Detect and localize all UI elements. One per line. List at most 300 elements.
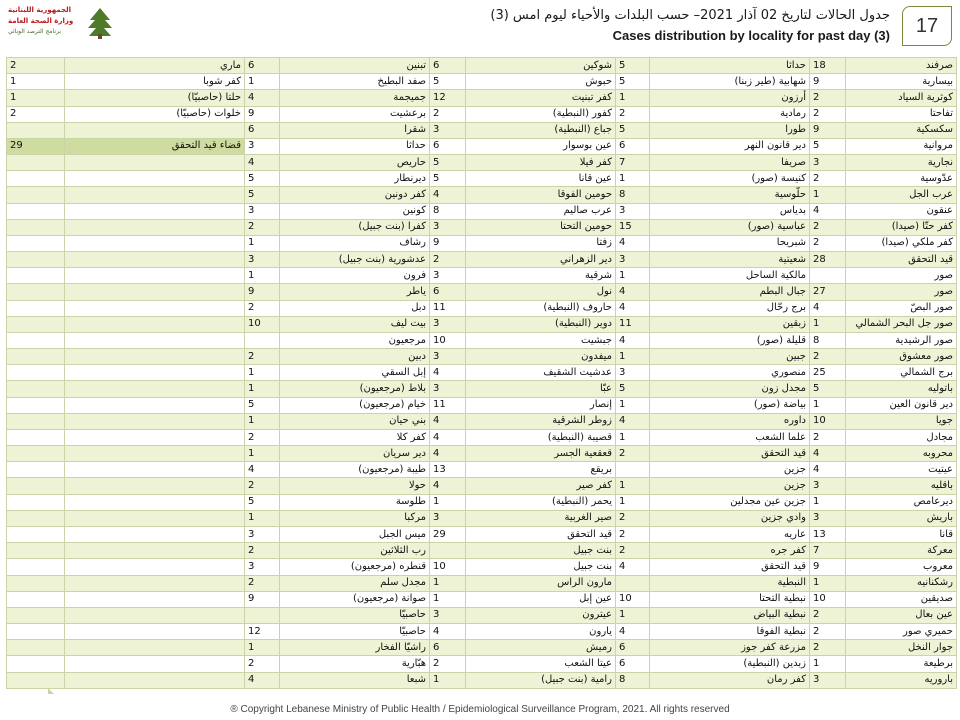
case-count-cell: 1 <box>810 397 846 413</box>
case-count-cell <box>7 155 65 171</box>
table-row <box>7 656 957 672</box>
locality-cell: كفر ملكي (صيدا) <box>846 235 957 251</box>
locality-cell: عباسية (صور) <box>650 219 810 235</box>
locality-cell: رشكنانيه <box>846 575 957 591</box>
locality-cell: نول <box>466 284 616 300</box>
title-english: Cases distribution by locality for past day (3) <box>612 28 890 43</box>
locality-cell: راشيّا الفخار <box>280 640 430 656</box>
table-row <box>7 365 957 381</box>
case-count-cell: 3 <box>430 510 466 526</box>
case-count-cell <box>7 559 65 575</box>
case-count-cell: 5 <box>430 171 466 187</box>
case-count-cell: 2 <box>245 478 280 494</box>
locality-cell: معروب <box>846 559 957 575</box>
locality-cell: دير قانون النهر <box>650 138 810 154</box>
case-count-cell: 1 <box>616 171 650 187</box>
locality-cell: عين بعال <box>846 607 957 623</box>
case-count-cell <box>7 624 65 640</box>
locality-cell: وادي جزين <box>650 510 810 526</box>
case-count-cell: 29 <box>7 138 65 154</box>
case-count-cell: 5 <box>245 494 280 510</box>
locality-cell: حاصبيّا <box>280 624 430 640</box>
case-count-cell: 10 <box>245 316 280 332</box>
locality-cell: قيد التحقق <box>466 526 616 542</box>
locality-cell: رميش <box>466 640 616 656</box>
locality-cell: صير الغربية <box>466 510 616 526</box>
case-count-cell: 7 <box>616 155 650 171</box>
locality-cell <box>65 429 245 445</box>
locality-cell: بدياس <box>650 203 810 219</box>
locality-cell <box>65 559 245 575</box>
table-corner-marker <box>48 688 54 694</box>
case-count-cell: 4 <box>616 559 650 575</box>
case-count-cell: 11 <box>616 316 650 332</box>
locality-cell: جوار النخل <box>846 640 957 656</box>
locality-cell: حاصبيّا <box>280 607 430 623</box>
locality-cell: دبين <box>280 349 430 365</box>
table-row <box>7 446 957 462</box>
case-count-cell: 3 <box>430 316 466 332</box>
case-count-cell: 1 <box>245 268 280 284</box>
case-count-cell <box>7 607 65 623</box>
case-count-cell: 3 <box>810 478 846 494</box>
table-row <box>7 300 957 316</box>
locality-cell: قيد التحقق <box>846 252 957 268</box>
locality-cell: زوطر الشرقية <box>466 413 616 429</box>
locality-cell: باروريه <box>846 672 957 688</box>
case-count-cell: 29 <box>430 526 466 542</box>
locality-cell: مالكية الساحل <box>650 268 810 284</box>
case-count-cell <box>7 171 65 187</box>
locality-cell: بياضة (صور) <box>650 397 810 413</box>
case-count-cell: 1 <box>616 268 650 284</box>
case-count-cell: 5 <box>616 381 650 397</box>
case-count-cell: 2 <box>245 575 280 591</box>
table-row <box>7 526 957 542</box>
case-count-cell: 2 <box>810 607 846 623</box>
case-count-cell: 4 <box>810 300 846 316</box>
ministry-logo <box>8 4 118 44</box>
locality-cell: شبعا <box>280 672 430 688</box>
locality-cell: يارون <box>466 624 616 640</box>
locality-cell: بيسارية <box>846 74 957 90</box>
case-count-cell: 2 <box>616 543 650 559</box>
locality-cell <box>65 365 245 381</box>
locality-cell: قضاء قيد التحقق <box>65 138 245 154</box>
case-count-cell <box>7 203 65 219</box>
case-count-cell <box>245 332 280 348</box>
locality-cell: مجدل سلم <box>280 575 430 591</box>
case-count-cell <box>7 575 65 591</box>
locality-cell <box>65 413 245 429</box>
case-count-cell: 2 <box>810 349 846 365</box>
case-count-cell: 1 <box>245 510 280 526</box>
case-count-cell <box>7 187 65 203</box>
locality-cell <box>65 478 245 494</box>
locality-cell: عين إبل <box>466 591 616 607</box>
case-count-cell: 4 <box>616 624 650 640</box>
locality-cell: عرب الجل <box>846 187 957 203</box>
case-count-cell: 15 <box>616 219 650 235</box>
locality-cell: مزرعة كفر جوز <box>650 640 810 656</box>
case-count-cell: 9 <box>245 284 280 300</box>
locality-cell: خلوات (حاصبيّا) <box>65 106 245 122</box>
locality-cell: جبشيت <box>466 332 616 348</box>
case-count-cell: 9 <box>810 122 846 138</box>
locality-cell <box>65 332 245 348</box>
locality-cell <box>65 397 245 413</box>
locality-cell: مروانية <box>846 138 957 154</box>
locality-cell: صوانة (مرجعيون) <box>280 591 430 607</box>
case-count-cell <box>7 462 65 478</box>
case-count-cell: 2 <box>810 624 846 640</box>
table-row <box>7 510 957 526</box>
case-count-cell: 3 <box>430 268 466 284</box>
locality-cell: هبّارية <box>280 656 430 672</box>
case-count-cell <box>616 575 650 591</box>
case-count-cell: 4 <box>245 155 280 171</box>
case-count-cell: 1 <box>245 446 280 462</box>
case-count-cell: 9 <box>810 559 846 575</box>
case-count-cell: 1 <box>245 365 280 381</box>
locality-cell <box>65 252 245 268</box>
locality-cell <box>65 155 245 171</box>
locality-cell: دبل <box>280 300 430 316</box>
table-row <box>7 462 957 478</box>
locality-cell: برعشيت <box>280 106 430 122</box>
case-count-cell: 1 <box>245 74 280 90</box>
locality-cell: ميس الجبل <box>280 526 430 542</box>
case-count-cell: 3 <box>430 349 466 365</box>
locality-cell: دير سريان <box>280 446 430 462</box>
case-count-cell: 1 <box>245 381 280 397</box>
locality-cell: بلاط (مرجعيون) <box>280 381 430 397</box>
copyright-footer: ® Copyright Lebanese Ministry of Public Health / Epidemiological Surveillance Program, 2021. All rights reserved <box>230 704 730 715</box>
table-row <box>7 219 957 235</box>
locality-cell: قليلة (صور) <box>650 332 810 348</box>
locality-cell: دير قانون العين <box>846 397 957 413</box>
case-count-cell: 6 <box>430 58 466 74</box>
locality-cell: صرفند <box>846 58 957 74</box>
case-count-cell: 4 <box>245 90 280 106</box>
table-row <box>7 672 957 688</box>
case-count-cell: 4 <box>616 284 650 300</box>
locality-cell: بنت جبيل <box>466 559 616 575</box>
case-count-cell: 1 <box>430 672 466 688</box>
case-count-cell: 3 <box>616 203 650 219</box>
table-row <box>7 268 957 284</box>
locality-cell: دوير (النبطية) <box>466 316 616 332</box>
case-count-cell <box>7 284 65 300</box>
case-count-cell: 1 <box>810 494 846 510</box>
locality-cell: حومين التحتا <box>466 219 616 235</box>
locality-cell <box>65 446 245 462</box>
table-row <box>7 155 957 171</box>
locality-cell: صور جل البحر الشمالي <box>846 316 957 332</box>
case-count-cell: 1 <box>810 575 846 591</box>
case-count-cell: 6 <box>616 138 650 154</box>
locality-cell: عيتيت <box>846 462 957 478</box>
locality-cell: علما الشعب <box>650 429 810 445</box>
case-count-cell: 12 <box>430 90 466 106</box>
locality-cell <box>65 624 245 640</box>
locality-cell: صديقين <box>846 591 957 607</box>
case-count-cell: 12 <box>245 624 280 640</box>
case-count-cell: 9 <box>810 74 846 90</box>
table-row <box>7 559 957 575</box>
locality-cell: داوره <box>650 413 810 429</box>
case-count-cell <box>7 122 65 138</box>
case-count-cell: 5 <box>810 381 846 397</box>
title-arabic: جدول الحالات لتاريخ 02 آذار 2021– حسب البلدات والأحياء ليوم امس (3) <box>490 8 890 23</box>
table-row <box>7 203 957 219</box>
case-count-cell: 4 <box>245 672 280 688</box>
case-count-cell: 1 <box>616 397 650 413</box>
locality-cell: حلتا (حاصبيّا) <box>65 90 245 106</box>
case-count-cell <box>7 478 65 494</box>
case-count-cell: 1 <box>245 413 280 429</box>
case-count-cell: 5 <box>430 155 466 171</box>
locality-cell <box>65 640 245 656</box>
case-count-cell <box>7 656 65 672</box>
case-count-cell: 1 <box>616 349 650 365</box>
case-count-cell: 2 <box>616 510 650 526</box>
case-count-cell <box>7 543 65 559</box>
case-count-cell: 2 <box>616 106 650 122</box>
locality-cell <box>65 462 245 478</box>
locality-cell: حولا <box>280 478 430 494</box>
table-row <box>7 138 957 154</box>
locality-cell: فرون <box>280 268 430 284</box>
case-count-cell: 11 <box>430 397 466 413</box>
table-row <box>7 252 957 268</box>
case-count-cell <box>7 672 65 688</box>
case-count-cell: 5 <box>245 187 280 203</box>
case-count-cell: 1 <box>7 74 65 90</box>
case-count-cell: 10 <box>810 413 846 429</box>
table-row <box>7 106 957 122</box>
locality-cell: إبل السقي <box>280 365 430 381</box>
case-count-cell: 13 <box>810 526 846 542</box>
locality-cell: النبطية <box>650 575 810 591</box>
case-count-cell: 6 <box>430 284 466 300</box>
locality-cell: مارون الراس <box>466 575 616 591</box>
locality-cell <box>65 171 245 187</box>
locality-cell: صور معشوق <box>846 349 957 365</box>
case-count-cell: 5 <box>430 74 466 90</box>
table-row <box>7 543 957 559</box>
locality-cell: سكسكية <box>846 122 957 138</box>
locality-cell: رشاف <box>280 235 430 251</box>
case-count-cell: 5 <box>616 58 650 74</box>
locality-cell: بنت جبيل <box>466 543 616 559</box>
locality-cell: شوكين <box>466 58 616 74</box>
case-count-cell: 1 <box>245 640 280 656</box>
case-count-cell: 10 <box>430 559 466 575</box>
case-count-cell <box>7 332 65 348</box>
case-count-cell: 3 <box>616 252 650 268</box>
case-count-cell: 2 <box>616 446 650 462</box>
locality-cell: كوثرية السياد <box>846 90 957 106</box>
table-row <box>7 58 957 74</box>
case-count-cell: 28 <box>810 252 846 268</box>
case-count-cell <box>7 446 65 462</box>
locality-cell: خيام (مرجعيون) <box>280 397 430 413</box>
case-count-cell: 1 <box>616 429 650 445</box>
locality-cell: طيبة (مرجعيون) <box>280 462 430 478</box>
case-count-cell <box>245 607 280 623</box>
case-count-cell <box>7 510 65 526</box>
case-count-cell: 1 <box>810 656 846 672</box>
table-row <box>7 235 957 251</box>
case-count-cell: 2 <box>245 219 280 235</box>
table-row <box>7 624 957 640</box>
case-count-cell: 11 <box>430 300 466 316</box>
locality-cell: ديرعامص <box>846 494 957 510</box>
locality-cell: جزين عين مجدلين <box>650 494 810 510</box>
locality-cell: كفرا (بنت جبيل) <box>280 219 430 235</box>
locality-cell: باريش <box>846 510 957 526</box>
locality-cell: جزين <box>650 478 810 494</box>
table-row <box>7 316 957 332</box>
case-count-cell <box>7 526 65 542</box>
case-count-cell: 1 <box>616 494 650 510</box>
case-count-cell: 2 <box>430 656 466 672</box>
locality-cell: قصيبة (النبطية) <box>466 429 616 445</box>
locality-cell: نبطية البياض <box>650 607 810 623</box>
case-count-cell <box>430 543 466 559</box>
locality-cell: صور البصّ <box>846 300 957 316</box>
case-count-cell: 2 <box>810 235 846 251</box>
case-count-cell: 4 <box>810 446 846 462</box>
locality-cell <box>65 300 245 316</box>
case-count-cell: 4 <box>245 462 280 478</box>
locality-cell: كفر دونين <box>280 187 430 203</box>
case-count-cell: 3 <box>430 607 466 623</box>
locality-cell: حلّوسية <box>650 187 810 203</box>
locality-cell: رمادية <box>650 106 810 122</box>
locality-cell: صور الرشيدية <box>846 332 957 348</box>
case-count-cell: 1 <box>7 90 65 106</box>
case-count-cell: 10 <box>810 591 846 607</box>
case-count-cell <box>7 591 65 607</box>
locality-cell: جبين <box>650 349 810 365</box>
case-count-cell <box>810 268 846 284</box>
case-count-cell: 1 <box>616 90 650 106</box>
case-count-cell: 2 <box>245 543 280 559</box>
locality-cell: باتوليه <box>846 381 957 397</box>
table-row <box>7 397 957 413</box>
locality-cell: محروبه <box>846 446 957 462</box>
locality-cell: كفر شوبا <box>65 74 245 90</box>
case-count-cell: 1 <box>245 235 280 251</box>
locality-cell: معركة <box>846 543 957 559</box>
locality-cell <box>65 316 245 332</box>
case-count-cell: 2 <box>245 300 280 316</box>
locality-cell: ديرنطار <box>280 171 430 187</box>
case-count-cell: 2 <box>430 252 466 268</box>
case-count-cell: 6 <box>616 640 650 656</box>
locality-cell: مرجعيون <box>280 332 430 348</box>
case-count-cell: 2 <box>430 106 466 122</box>
locality-cell <box>65 656 245 672</box>
locality-cell: حاريص <box>280 155 430 171</box>
locality-cell: عدّوسية <box>846 171 957 187</box>
case-count-cell <box>7 413 65 429</box>
case-count-cell: 4 <box>430 187 466 203</box>
locality-cell <box>65 187 245 203</box>
case-count-cell: 2 <box>245 349 280 365</box>
case-count-cell: 2 <box>245 429 280 445</box>
locality-cell: حداثا <box>650 58 810 74</box>
locality-cell: رب الثلاثين <box>280 543 430 559</box>
case-count-cell: 2 <box>810 640 846 656</box>
case-count-cell: 4 <box>430 413 466 429</box>
table-row <box>7 74 957 90</box>
locality-cell: شهابية (طير زبنا) <box>650 74 810 90</box>
case-count-cell: 3 <box>245 203 280 219</box>
locality-cell: عدشورية (بنت جبيل) <box>280 252 430 268</box>
case-count-cell: 4 <box>810 203 846 219</box>
table-row <box>7 187 957 203</box>
locality-cell <box>65 235 245 251</box>
case-count-cell: 5 <box>616 74 650 90</box>
locality-cell <box>65 122 245 138</box>
locality-cell: منصوري <box>650 365 810 381</box>
locality-cell: عنقون <box>846 203 957 219</box>
case-count-cell: 3 <box>245 526 280 542</box>
case-count-cell: 4 <box>616 235 650 251</box>
locality-cell: جزين <box>650 462 810 478</box>
case-count-cell: 2 <box>810 106 846 122</box>
case-count-cell: 3 <box>245 138 280 154</box>
locality-cell <box>65 349 245 365</box>
locality-cell: قنطره (مرجعيون) <box>280 559 430 575</box>
locality-cell <box>65 494 245 510</box>
locality-cell: جبال البطم <box>650 284 810 300</box>
case-count-cell: 18 <box>810 58 846 74</box>
locality-cell: ماري <box>65 58 245 74</box>
locality-cell: رامية (بنت جبيل) <box>466 672 616 688</box>
locality-cell: شقرا <box>280 122 430 138</box>
locality-cell <box>65 284 245 300</box>
case-count-cell: 3 <box>810 672 846 688</box>
case-count-cell: 2 <box>7 58 65 74</box>
table-row <box>7 171 957 187</box>
table-row <box>7 607 957 623</box>
locality-cell: كفر كلا <box>280 429 430 445</box>
case-count-cell: 9 <box>245 106 280 122</box>
logo-line-2: وزارة الصحة العامة <box>8 17 74 25</box>
locality-cell: برطيعة <box>846 656 957 672</box>
case-count-cell <box>7 429 65 445</box>
locality-cell <box>65 268 245 284</box>
case-count-cell: 9 <box>245 591 280 607</box>
case-count-cell: 5 <box>245 397 280 413</box>
table-row <box>7 591 957 607</box>
locality-cell <box>65 575 245 591</box>
locality-cell <box>65 510 245 526</box>
locality-cell: عاريه <box>650 526 810 542</box>
case-count-cell <box>7 365 65 381</box>
case-count-cell: 6 <box>430 138 466 154</box>
locality-cell: كفر تبنيت <box>466 90 616 106</box>
case-count-cell: 1 <box>616 478 650 494</box>
locality-cell: حبوش <box>466 74 616 90</box>
case-count-cell: 4 <box>430 429 466 445</box>
locality-cell: عبّا <box>466 381 616 397</box>
case-count-cell: 4 <box>430 478 466 494</box>
